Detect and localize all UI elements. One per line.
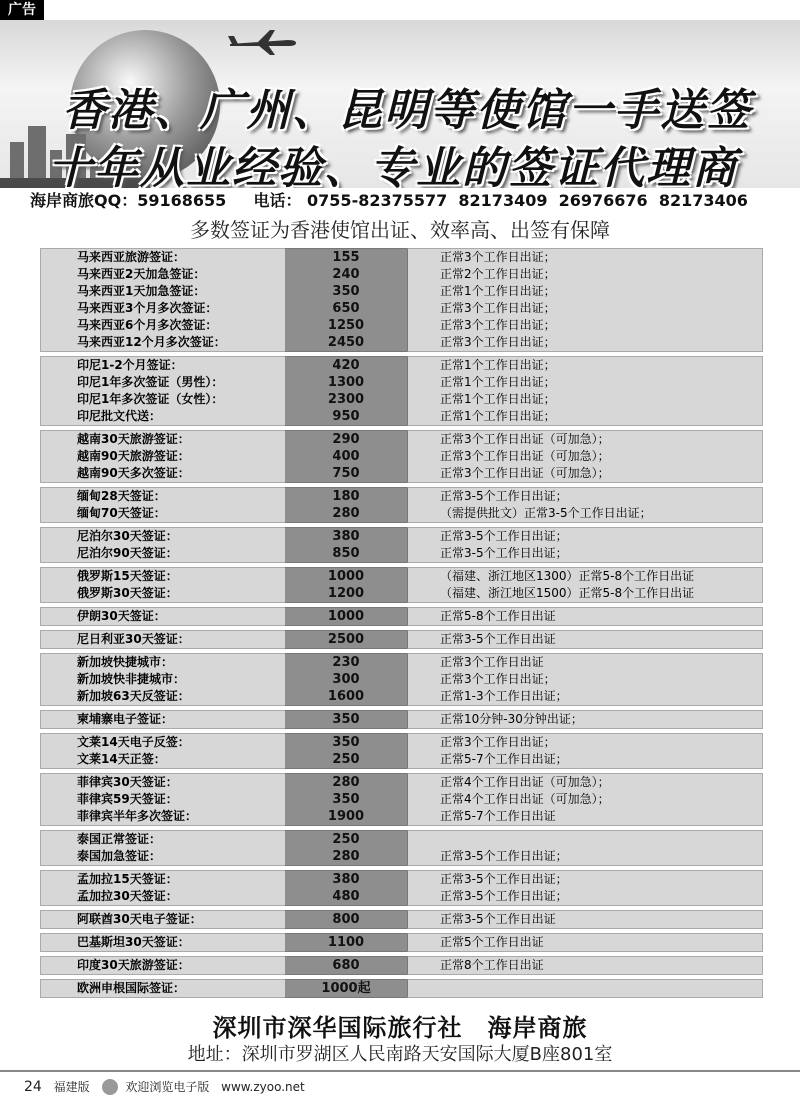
visa-price: 250 [332,832,360,847]
visa-price: 2300 [327,392,365,407]
company-address: 地址：深圳市罗湖区人民南路天安国际大厦B座801室 [187,1044,613,1065]
visa-price-cell [285,710,407,729]
publisher-logo-icon [102,1079,118,1095]
visa-note: 正常5个工作日出证 [440,935,544,949]
visa-note-cell [407,527,763,563]
visa-price-cell [285,430,407,483]
visa-price: 230 [332,655,360,670]
visa-name-cell [40,710,285,729]
visa-note: 正常3个工作日出证； [440,735,556,749]
visa-price: 155 [332,250,360,265]
visa-group [40,830,763,866]
visa-price: 380 [332,529,360,544]
visa-group [40,710,763,729]
visa-name: 新加坡快非捷城市： [77,672,186,686]
visa-name: 越南90天多次签证： [77,466,190,480]
visa-name-cell [40,773,285,826]
promo-label: 欢迎浏览电子版 [125,1080,210,1094]
visa-name: 尼日利亚30天签证： [77,632,190,646]
visa-name: 缅甸70天签证： [77,506,166,520]
visa-price: 480 [332,889,360,904]
visa-group [40,430,763,483]
visa-name: 尼泊尔90天签证： [77,546,178,560]
visa-price-cell [285,527,407,563]
visa-name-cell [40,248,285,352]
visa-name: 菲律宾30天签证： [77,775,178,789]
visa-note: 正常3个工作日出证； [440,318,556,332]
banner [0,20,800,188]
visa-name-cell [40,430,285,483]
visa-price-cell [285,607,407,626]
visa-price: 350 [332,735,360,750]
visa-price-table [40,244,763,1002]
visa-name: 印度30天旅游签证： [77,958,190,972]
visa-name: 印尼1年多次签证（女性）： [77,392,224,406]
visa-name-cell [40,653,285,706]
visa-note: 正常3-5个工作日出证； [440,872,568,886]
subtitle: 多数签证为香港使馆出证、效率高、出签有保障 [190,218,610,242]
visa-price-cell [285,653,407,706]
visa-price: 1000 [327,569,365,584]
visa-name-cell [40,527,285,563]
visa-note [408,980,762,997]
visa-note-cell [407,430,763,483]
visa-price: 380 [332,872,360,887]
visa-note-cell [407,356,763,426]
visa-group [40,567,763,603]
visa-note: 正常8个工作日出证 [440,958,544,972]
visa-note-cell [407,910,763,929]
visa-name: 越南90天旅游签证： [77,449,190,463]
visa-note-cell [407,870,763,906]
visa-price-cell [285,830,407,866]
visa-note: （需提供批文）正常3-5个工作日出证； [440,506,652,520]
visa-name: 越南30天旅游签证： [77,432,190,446]
visa-group [40,979,763,998]
visa-price-cell [285,773,407,826]
visa-name: 俄罗斯15天签证： [77,569,178,583]
visa-price: 1600 [327,689,365,704]
visa-note: 正常3-5个工作日出证 [440,912,556,926]
visa-note-cell [407,956,763,975]
visa-note-cell [407,710,763,729]
visa-price: 1250 [327,318,365,333]
visa-note: 正常4个工作日出证（可加急）； [440,775,610,789]
visa-note [408,831,762,848]
visa-name: 文莱14天电子反签： [77,735,190,749]
visa-name: 俄罗斯30天签证： [77,586,178,600]
visa-note: 正常1个工作日出证； [440,409,556,423]
visa-price: 300 [332,672,360,687]
visa-note: 正常3个工作日出证 [440,655,544,669]
visa-note: 正常3个工作日出证； [440,335,556,349]
visa-price: 950 [332,409,360,424]
visa-note: 正常5-8个工作日出证 [440,609,556,623]
visa-note: 正常3-5个工作日出证； [440,889,568,903]
divider [0,1070,800,1072]
visa-group [40,956,763,975]
visa-price: 2500 [327,632,365,647]
visa-name: 孟加拉30天签证： [77,889,178,903]
visa-note: 正常5-7个工作日出证； [440,752,568,766]
visa-name-cell [40,830,285,866]
visa-name-cell [40,870,285,906]
visa-price: 350 [332,792,360,807]
visa-price: 2450 [327,335,365,350]
visa-price: 280 [332,775,360,790]
visa-price-cell [285,356,407,426]
ad-tag: 广告 [0,0,44,20]
visa-price-cell [285,630,407,649]
visa-note: 正常3个工作日出证； [440,301,556,315]
visa-price: 1200 [327,586,365,601]
visa-note-cell [407,248,763,352]
visa-name-cell [40,733,285,769]
visa-price-cell [285,956,407,975]
visa-note: 正常3个工作日出证（可加急）； [440,466,610,480]
phone-label: 电话： [253,191,302,210]
visa-name: 新加坡快捷城市： [77,655,174,669]
visa-price-cell [285,933,407,952]
visa-note-cell [407,830,763,866]
visa-name: 伊朗30天签证： [77,609,166,623]
visa-price: 240 [332,267,360,282]
visa-note: （福建、浙江地区1500）正常5-8个工作日出证 [440,586,695,600]
visa-note: 正常5-7个工作日出证 [440,809,556,823]
visa-group [40,487,763,523]
visa-price: 420 [332,358,360,373]
visa-price-cell [285,733,407,769]
visa-name: 欧洲申根国际签证： [77,981,186,995]
visa-note-cell [407,630,763,649]
visa-price: 280 [332,506,360,521]
visa-note: 正常4个工作日出证（可加急）； [440,792,610,806]
visa-price: 850 [332,546,360,561]
visa-name-cell [40,630,285,649]
visa-name: 马来西亚1天加急签证： [77,284,206,298]
visa-note-cell [407,773,763,826]
page-number: 24 [24,1078,42,1095]
visa-price: 1000起 [321,981,371,996]
visa-price: 400 [332,449,360,464]
visa-name: 阿联酋30天电子签证： [77,912,202,926]
visa-note: 正常10分钟-30分钟出证； [440,712,583,726]
visa-note-cell [407,733,763,769]
qq-label: 海岸商旅QQ：59168655 [30,191,227,210]
visa-name: 孟加拉15天签证： [77,872,178,886]
visa-name: 马来西亚旅游签证： [77,250,186,264]
visa-group [40,933,763,952]
visa-price: 350 [332,284,360,299]
visa-price: 650 [332,301,360,316]
visa-name-cell [40,607,285,626]
visa-name: 马来西亚2天加急签证： [77,267,206,281]
visa-name-cell [40,487,285,523]
visa-price: 1300 [327,375,365,390]
visa-note: 正常3-5个工作日出证 [440,632,556,646]
visa-price-cell [285,487,407,523]
visa-note-cell [407,979,763,998]
visa-note: 正常3-5个工作日出证； [440,489,568,503]
visa-group [40,733,763,769]
visa-price-cell [285,910,407,929]
headline-secondary: 十年从业经验、专业的签证代理商 [48,143,738,188]
edition-label: 福建版 [53,1080,90,1094]
visa-name: 印尼批文代送： [77,409,162,423]
headline-primary: 香港、广州、昆明等使馆一手送签 [62,85,752,136]
visa-name-cell [40,910,285,929]
visa-price-cell [285,979,407,998]
visa-price: 800 [332,912,360,927]
visa-name: 马来西亚12个月多次签证： [77,335,226,349]
visa-price: 250 [332,752,360,767]
visa-name: 马来西亚6个月多次签证： [77,318,218,332]
page-footer [24,1078,313,1098]
visa-note: 正常2个工作日出证； [440,267,556,281]
visa-note-cell [407,933,763,952]
visa-note: 正常3个工作日出证； [440,250,556,264]
visa-price: 1000 [327,609,365,624]
visa-name-cell [40,956,285,975]
visa-group [40,910,763,929]
company-name: 深圳市深华国际旅行社 海岸商旅 [212,1014,588,1042]
visa-name-cell [40,567,285,603]
visa-name: 柬埔寨电子签证： [77,712,174,726]
visa-note: 正常3个工作日出证（可加急）； [440,432,610,446]
visa-group [40,248,763,352]
visa-group [40,870,763,906]
visa-group [40,607,763,626]
visa-name: 缅甸28天签证： [77,489,166,503]
visa-price: 750 [332,466,360,481]
visa-note-cell [407,653,763,706]
visa-note: 正常3个工作日出证（可加急）； [440,449,610,463]
visa-note: 正常1-3个工作日出证； [440,689,568,703]
contact-line [30,188,790,214]
visa-name: 尼泊尔30天签证： [77,529,178,543]
visa-note: （福建、浙江地区1300）正常5-8个工作日出证 [440,569,695,583]
visa-note: 正常1个工作日出证； [440,392,556,406]
visa-note: 正常3-5个工作日出证； [440,849,568,863]
visa-name-cell [40,356,285,426]
visa-name: 印尼1-2个月签证： [77,358,183,372]
visa-price: 280 [332,849,360,864]
visa-group [40,630,763,649]
visa-name: 新加坡63天反签证： [77,689,190,703]
phone-numbers: 0755-82375577 82173409 26976676 82173406 [307,191,748,210]
visa-group [40,653,763,706]
visa-price: 1100 [327,935,365,950]
visa-note: 正常1个工作日出证； [440,375,556,389]
airplane-icon [228,28,298,56]
visa-name-cell [40,933,285,952]
visa-note-cell [407,567,763,603]
visa-name-cell [40,979,285,998]
visa-group [40,527,763,563]
visa-price: 180 [332,489,360,504]
site-link[interactable]: www.zyoo.net [221,1079,305,1094]
visa-note-cell [407,607,763,626]
visa-group [40,773,763,826]
visa-name: 印尼1年多次签证（男性）： [77,375,224,389]
visa-note-cell [407,487,763,523]
visa-name: 菲律宾半年多次签证： [77,809,198,823]
visa-price-cell [285,248,407,352]
visa-price: 680 [332,958,360,973]
visa-name: 菲律宾59天签证： [77,792,178,806]
visa-note: 正常3个工作日出证； [440,672,556,686]
visa-price: 290 [332,432,360,447]
visa-note: 正常3-5个工作日出证； [440,546,568,560]
visa-name: 巴基斯坦30天签证： [77,935,190,949]
visa-note: 正常3-5个工作日出证； [440,529,568,543]
visa-name: 马来西亚3个月多次签证： [77,301,218,315]
visa-note: 正常1个工作日出证； [440,284,556,298]
visa-price: 350 [332,712,360,727]
visa-price-cell [285,870,407,906]
visa-group [40,356,763,426]
visa-name: 文莱14天正签： [77,752,166,766]
visa-note: 正常1个工作日出证； [440,358,556,372]
visa-price: 1900 [327,809,365,824]
visa-price-cell [285,567,407,603]
visa-name: 泰国正常签证： [77,832,162,846]
visa-name: 泰国加急签证： [77,849,162,863]
